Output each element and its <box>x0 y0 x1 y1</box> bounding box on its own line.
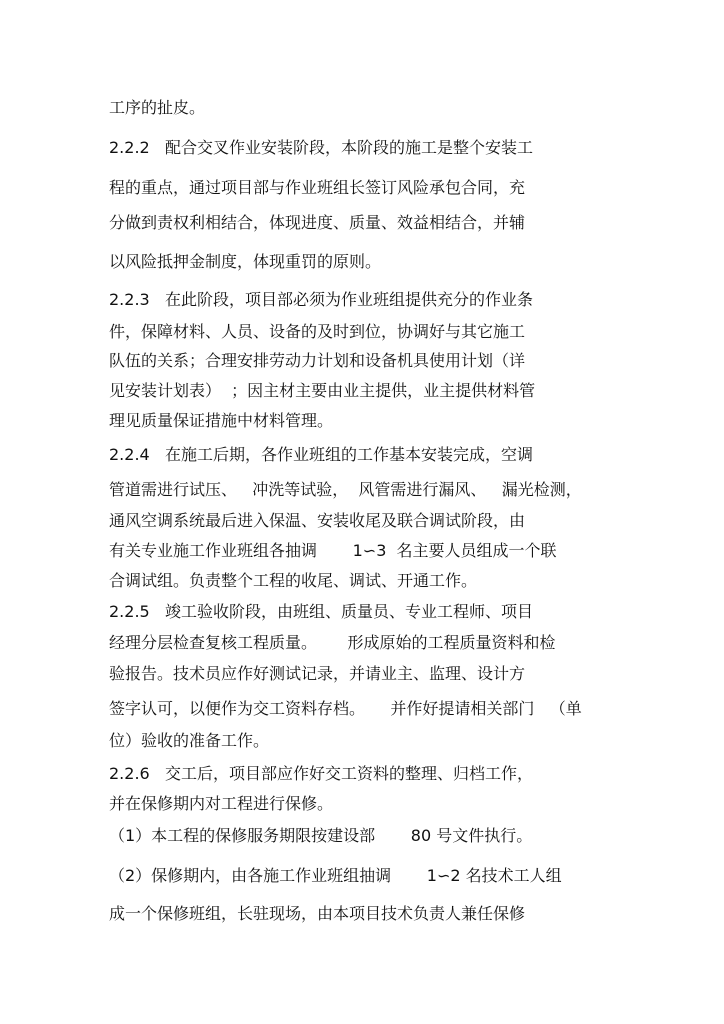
text-line: 程的重点，通过项目部与作业班组长签订风险承包合同，充 <box>109 178 526 197</box>
text-line: （1）本工程的保修服务期限按建设部 80 号文件执行。 <box>109 826 533 845</box>
text-line: 成一个保修班组，长驻现场，由本项目技术负责人兼任保修 <box>109 904 526 923</box>
text-line: 工序的扯皮。 <box>109 98 206 117</box>
text-line: 队伍的关系；合理安排劳动力计划和设备机具使用计划（详 <box>109 351 526 370</box>
text-line: 管道需进行试压、 冲洗等试验， 风管需进行漏风、 漏光检测， <box>109 480 582 499</box>
text-line: 有关专业施工作业班组各抽调 1∽3 名主要人员组成一个联 <box>109 541 557 560</box>
text-line: 理见质量保证措施中材料管理。 <box>109 411 334 430</box>
text-line: 以风险抵押金制度，体现重罚的原则。 <box>109 252 382 271</box>
text-line: 分做到责权利相结合，体现进度、质量、效益相结合，并辅 <box>109 213 526 232</box>
text-line: 签字认可，以便作为交工资料存档。 并作好提请相关部门 （单 <box>109 699 582 718</box>
text-line: 2.2.5 竣工验收阶段，由班组、质量员、专业工程师、项目 <box>109 602 533 621</box>
text-line: 2.2.4 在施工后期，各作业班组的工作基本安装完成，空调 <box>109 445 533 464</box>
text-line: 并在保修期内对工程进行保修。 <box>109 794 334 813</box>
text-line: 2.2.2 配合交叉作业安装阶段，本阶段的施工是整个安装工 <box>109 138 533 157</box>
text-line: 见安装计划表） ；因主材主要由业主提供，业主提供材料管 <box>109 381 536 400</box>
text-line: 2.2.6 交工后，项目部应作好交工资料的整理、归档工作， <box>109 764 533 783</box>
text-line: （2）保修期内，由各施工作业班组抽调 1∽2 名技术工人组 <box>109 866 562 885</box>
text-line: 通风空调系统最后进入保温、安装收尾及联合调试阶段，由 <box>109 511 526 530</box>
text-line: 验报告。技术员应作好测试记录，并请业主、监理、设计方 <box>109 664 526 683</box>
text-line: 2.2.3 在此阶段，项目部必须为作业班组提供充分的作业条 <box>109 290 533 309</box>
text-line: 位）验收的准备工作。 <box>109 731 270 750</box>
text-line: 件，保障材料、人员、设备的及时到位，协调好与其它施工 <box>109 322 526 341</box>
text-line: 经理分层检查复核工程质量。 形成原始的工程质量资料和检 <box>109 633 556 652</box>
text-line: 合调试组。负责整个工程的收尾、调试、开通工作。 <box>109 571 478 590</box>
